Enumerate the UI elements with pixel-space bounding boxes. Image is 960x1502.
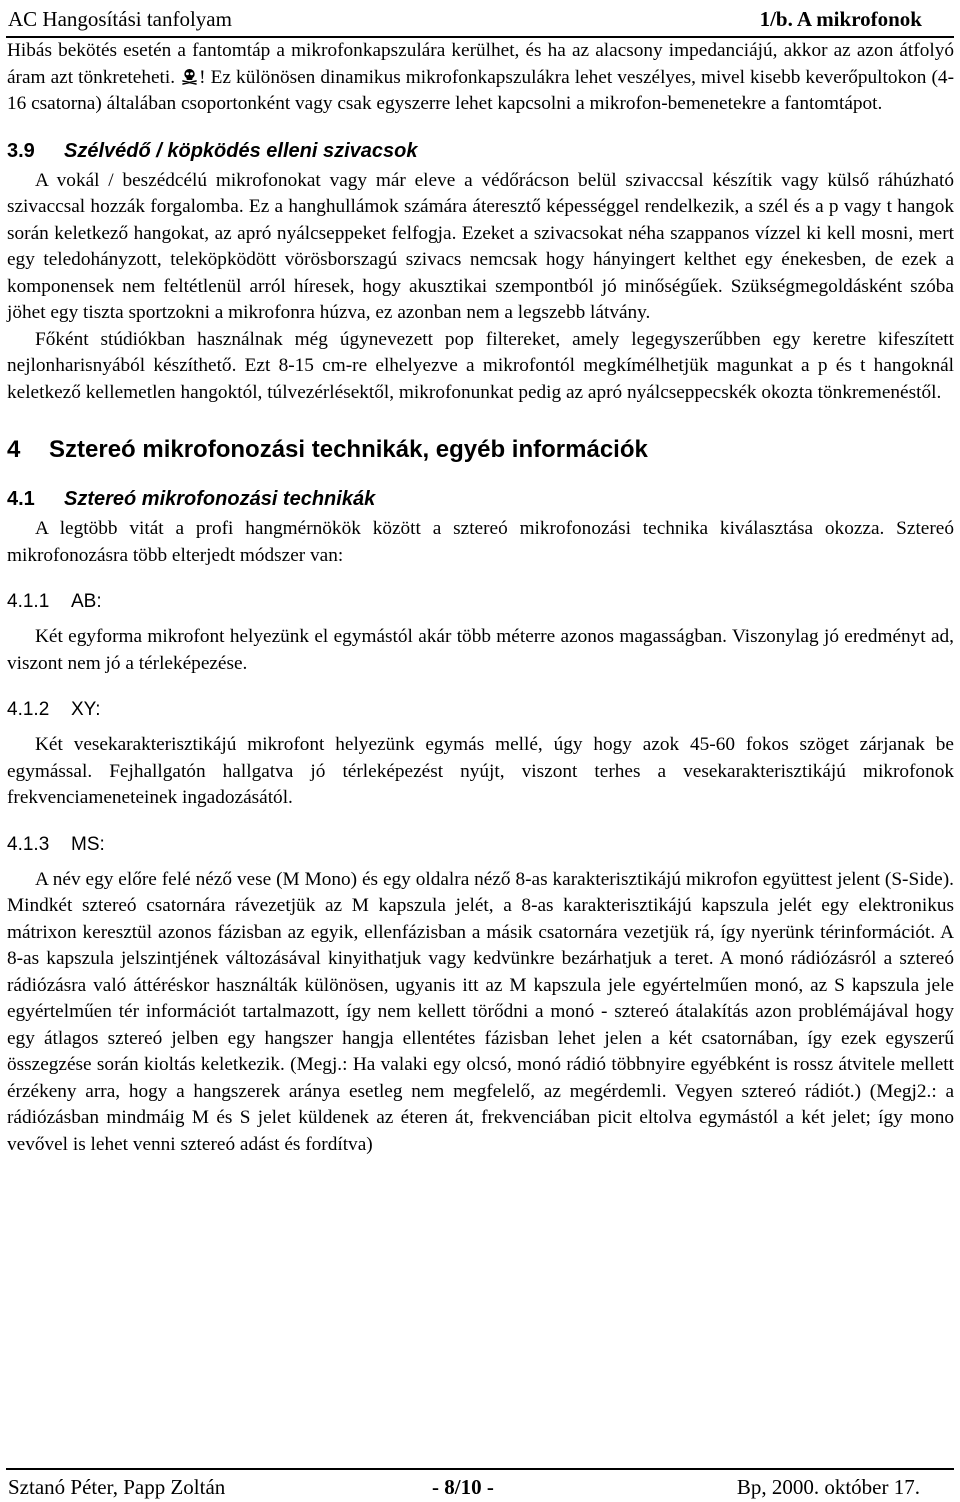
section-4-1-title: Sztereó mikrofonozási technikák [64, 488, 376, 510]
footer-authors: Sztanó Péter, Papp Zoltán [8, 1475, 226, 1499]
footer-place-date: Bp, 2000. október 17. [736, 1475, 920, 1499]
section-4-1-paragraph: A legtöbb vitát a profi hangmérnökök között a sztereó mikrofonozási technika kiválasztása okozza. Sztereó mikrofonozásra több elterjedt módszer van: [7, 518, 954, 566]
subsection-ms-number: 4.1.3 [7, 833, 50, 855]
subsection-ms-paragraph: A név egy előre felé néző vese (M Mono) és egy oldalra néző 8-as karakterisztikájú mikrofon együttest jelent (S-Side). Mindkét sztereó csatornára rávezetjük az M kapszula jelét, a 8-as karakterisztikájú kapszula jelét egy elektronikus mátrixon keresztül azonos fázisban az egyik, ellenfázisban a másik csatornára vezetjük rá, így nyerünk térinformációt. A 8-as kapszula jelszintjének változásával kinyithatjuk vagy kedvünkre bezárhatjuk a teret. A monó rádiózásról a sztereó rádiózásra való áttéréskor használták különösen, ugyanis itt az M kapszula jele egyértelműen monó, az S kapszula jele egyértelműen tér információt tartalmazott, így nem kellett törődni a monó - sztereó átalakítás azon problémájával hogy egy átlagos sztereó jelben egy hangszer hangja ellentétes fázisban lehet jelen a két csatornában, így ezek egyszerű összegzése során kioltás keletkezik. (Megj.: Ha valaki egy olcsó, monó rádió többnyire egyébként is rossz átvitele mellett érzékeny arra, hogy a hangszerek aránya esetleg nem megfelelő, az megérdemli. Vegyen sztereó rádiót.) (Megj2.: a rádiózásban mindmáig M és S jelet küldenek az éteren át, frekvenciában picit eltolva egymástól a két jelet; így mono vevővel is lehet venni sztereó adást és fordítva) [7, 868, 954, 1155]
subsection-ab-number: 4.1.1 [7, 591, 50, 612]
page-content [7, 38, 954, 1158]
section-3-9-paragraph-2: Főként stúdiókban használnak még úgynevezett pop filtereket, amely legegyszerűbben egy keretre kifeszített nejlonharisnyából készíthető. Ezt 8-15 cm-re elhelyezve a mikrofontól megkímélhetjük magunkat a p és t hangoknál keletkező kellemetlen hangoktól, túlvezérlésektől, mikrofonunkat pedig az apró nyálcseppecskék okozta tönkremenéstől. [7, 328, 954, 403]
footer-page-number: - 8/10 - [432, 1475, 494, 1499]
intro-paragraph [7, 38, 954, 118]
subsection-xy-heading [7, 697, 954, 723]
chapter-4-heading [7, 435, 954, 465]
page-footer [6, 1468, 954, 1502]
subsection-ms-heading [7, 832, 954, 858]
intro-text-after: ! Ez különösen dinamikus mikrofonkapszulákra lehet veszélyes, mivel kisebb keverőpultokon (4-16 csatorna) általában csoportonként vagy csak egyszerre lehet kapcsolni a mikrofon-bemenetekre a fantomtápot. [7, 66, 954, 114]
section-3-9-heading [7, 138, 954, 164]
chapter-4-title: Sztereó mikrofonozási technikák, egyéb információk [49, 436, 648, 463]
header-chapter-title: 1/b. A mikrofonok [759, 7, 922, 31]
section-4-1-number: 4.1 [7, 488, 35, 510]
section-4-1-heading [7, 486, 954, 512]
section-3-9-title: Szélvédő / köpködés elleni szivacsok [64, 139, 418, 162]
subsection-ab-paragraph: Két egyforma mikrofont helyezünk el egymástól akár több méterre azonos magasságban. Viszonylag jó eredményt ad, viszont nem jó a térleképezése. [7, 626, 954, 674]
chapter-4-number: 4 [7, 436, 21, 463]
intro-text-before: Hibás bekötés esetén a fantomtáp a mikrofonkapszulára kerülhet, és ha az alacsony impedanciájú, akkor az azon átfolyó áram azt tönkreteheti. [7, 40, 954, 88]
subsection-ab-heading [7, 589, 954, 615]
subsection-xy-number: 4.1.2 [7, 699, 50, 720]
subsection-ms-title: MS: [71, 833, 105, 855]
subsection-ab-title: AB: [71, 591, 102, 612]
subsection-xy-paragraph: Két vesekarakterisztikájú mikrofont helyezünk egymás mellé, úgy hogy azok 45-60 fokos szöget zárjanak be egymással. Fejhallgatón hallgatva jó térleképezést nyújt, viszont terhes a vesekarakterisztikájú mikrofonok frekvenciameneteinek ingadozásától. [7, 734, 954, 808]
page-header [6, 4, 954, 38]
subsection-xy-title: XY: [71, 699, 101, 720]
section-3-9-number: 3.9 [7, 139, 35, 162]
skull-crossbones-icon [180, 68, 199, 85]
header-course-title: AC Hangosítási tanfolyam [8, 7, 232, 31]
section-3-9-paragraph-1: A vokál / beszédcélú mikrofonokat vagy már eleve a védőrácson belül szivaccsal készítik vagy külső ráhúzható szivaccsal hozzák forgalomba. Ez a hanghullámok számára áteresztő képességgel rendelkezik, a szél és a p vagy t hangok során keletkező hangokat, az apró nyálcseppeket felfogja. Ezeket a szivacsokat néha szappanos vízzel ki kell mosni, mert egy teledohányzott, teleköpködött vörösborszagú szivacs nemcsak hogy hányingert kelthet egy énekesben, de ezek a komponensek nem feltétlenül arról híresek, hogy akusztikai szempontból jó minőségűek. Szükségmegoldásként szóba jöhet egy tiszta sportzokni a mikrofonra húzva, ez azonban nem a legszebb látvány. [7, 169, 954, 323]
